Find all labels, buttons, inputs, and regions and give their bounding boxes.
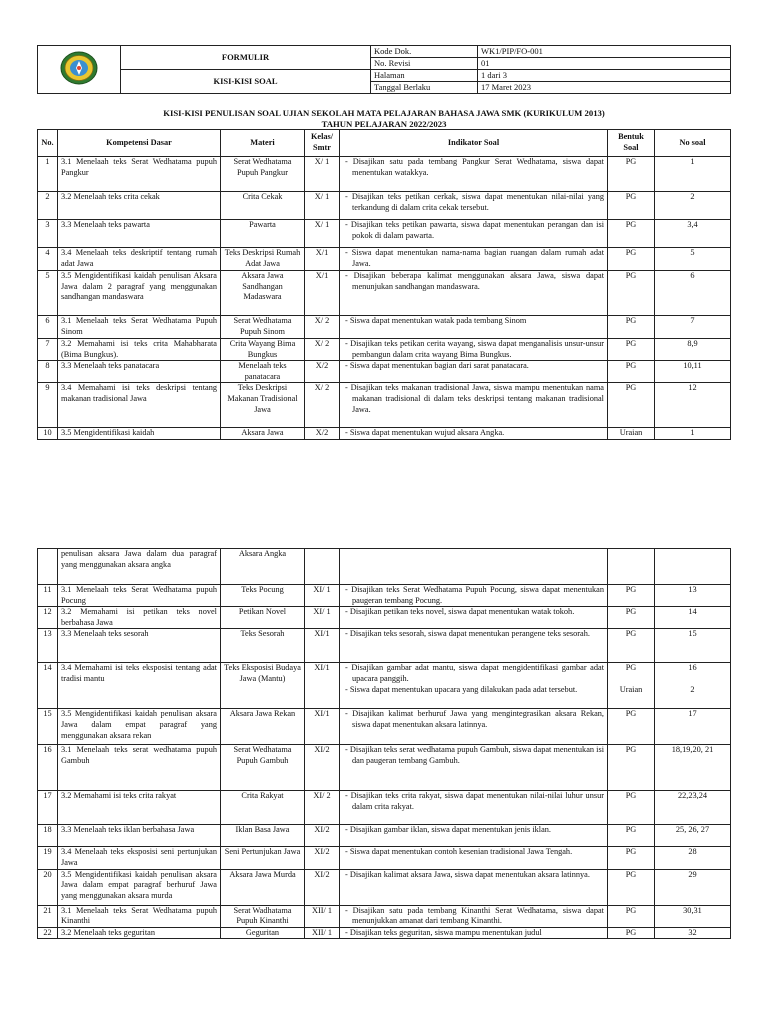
bentuk-value: Uraian xyxy=(619,428,643,438)
bentuk-value: PG xyxy=(625,271,637,280)
row-number: 4 xyxy=(38,248,58,271)
nomor-value: 2 xyxy=(690,684,695,694)
table-row xyxy=(38,248,731,271)
indikator-soal xyxy=(340,847,608,869)
meta-value: 1 dari 3 xyxy=(478,70,731,82)
kelas-semester: X/ 1 xyxy=(305,220,340,248)
kompetensi-dasar: 3.2 Memahami isi petikan teks novel berbahasa Jawa xyxy=(58,607,221,629)
indikator-soal xyxy=(340,549,608,585)
indikator-item: - Disajikan teks Serat Wedhatama Pupuh Pocung, siswa dapat menentukan paugeran tembang Pocung. xyxy=(345,585,604,605)
bentuk-value: PG xyxy=(625,709,637,719)
kompetensi-dasar: 3.2 Menelaah teks crita cekak xyxy=(58,192,221,220)
table-row xyxy=(38,549,731,585)
nomor-value: 10,11 xyxy=(683,361,702,371)
bentuk-soal xyxy=(608,192,655,220)
indikator-item: - Disajikan teks petikan pawarta, siswa dapat menentukan perangan dan isi pokok di dalam pawarta. xyxy=(345,220,604,240)
materi: Teks Deskripsi Makanan Tradisional Jawa xyxy=(221,383,305,428)
nomor-value: 30,31 xyxy=(683,905,702,915)
kompetensi-dasar: 3.1 Menelaah teks Serat Wedhatama pupuh Pocung xyxy=(58,585,221,607)
bentuk-value: PG xyxy=(625,339,637,348)
table-row xyxy=(38,339,731,361)
indikator-soal xyxy=(340,316,608,339)
table-row xyxy=(38,869,731,905)
nomor-soal xyxy=(655,629,731,663)
nomor-soal xyxy=(655,549,731,585)
kompetensi-dasar: 3.5 Mengidentifikasi kaidah penulisan Aksara Jawa dalam 2 paragraf yang menggunakan sandhangan mandaswara xyxy=(58,271,221,316)
nomor-soal xyxy=(655,339,731,361)
materi: Aksara Jawa Sandhangan Madaswara xyxy=(221,271,305,316)
bentuk-value: PG xyxy=(625,791,637,801)
indikator-soal xyxy=(340,745,608,791)
materi: Teks Deskripsi Rumah Adat Jawa xyxy=(221,248,305,271)
col-header-kompetensi: Kompetensi Dasar xyxy=(58,130,221,157)
indikator-item: - Siswa dapat menentukan nama-nama bagian ruangan dalam rumah adat Jawa. xyxy=(345,248,604,268)
kelas-semester: XI/2 xyxy=(305,847,340,869)
table-row xyxy=(38,745,731,791)
row-number: 1 xyxy=(38,157,58,192)
nomor-soal xyxy=(655,607,731,629)
indikator-item: - Disajikan beberapa kalimat menggunakan aksara Jawa, siswa dapat menunjukan sandhangan mandaswara. xyxy=(345,271,604,291)
nomor-soal xyxy=(655,745,731,791)
kompetensi-dasar: 3.4 Memahami isi teks eksposisi tentang adat tradisi mantu xyxy=(58,663,221,709)
indikator-soal xyxy=(340,383,608,428)
nomor-value: 28 xyxy=(688,847,697,857)
materi: Crita Cekak xyxy=(221,192,305,220)
indikator-item: - Siswa dapat menentukan upacara yang dilakukan pada adat tersebut. xyxy=(345,684,578,694)
nomor-soal xyxy=(655,825,731,847)
bentuk-value: PG xyxy=(625,383,637,393)
nomor-soal xyxy=(655,220,731,248)
bentuk-value: PG xyxy=(625,157,637,166)
indikator-soal xyxy=(340,791,608,825)
nomor-value: 15 xyxy=(688,629,697,639)
kelas-semester: XI/1 xyxy=(305,709,340,745)
meta-value: 01 xyxy=(478,58,731,70)
bentuk-value: PG xyxy=(625,607,637,617)
table-row xyxy=(38,271,731,316)
indikator-item: - Disajikan satu pada tembang Kinanthi Serat Wedhatama, siswa dapat menunjukkan amanat dari tembang Kinanthi. xyxy=(345,905,604,926)
nomor-value: 1 xyxy=(690,157,695,166)
indikator-soal xyxy=(340,825,608,847)
bentuk-value: PG xyxy=(625,927,637,937)
nomor-value: 22,23,24 xyxy=(677,791,708,801)
nomor-soal xyxy=(655,157,731,192)
nomor-soal xyxy=(655,847,731,869)
bentuk-value: PG xyxy=(625,248,637,257)
row-number: 18 xyxy=(38,825,58,847)
bentuk-value: Uraian xyxy=(619,684,643,694)
materi: Aksara Jawa Murda xyxy=(221,869,305,905)
indikator-item: - Siswa dapat menentukan watak pada tembang Sinom xyxy=(345,316,527,325)
meta-value: 17 Maret 2023 xyxy=(478,82,731,94)
nomor-value: 1 xyxy=(690,428,695,438)
materi: Crita Wayang Bima Bungkus xyxy=(221,339,305,361)
nomor-value: 12 xyxy=(688,383,697,393)
table-row xyxy=(38,585,731,607)
kompetensi-dasar: 3.3 Menelaah teks iklan berbahasa Jawa xyxy=(58,825,221,847)
row-number: 17 xyxy=(38,791,58,825)
meta-label: Kode Dok. xyxy=(371,46,478,58)
document-title xyxy=(37,108,731,129)
nomor-soal xyxy=(655,869,731,905)
row-number: 11 xyxy=(38,585,58,607)
nomor-value: 29 xyxy=(688,869,697,879)
indikator-item: - Disajikan teks geguritan, siswa mampu menentukan judul xyxy=(345,927,542,937)
kompetensi-dasar: 3.2 Menelaah teks geguritan xyxy=(58,927,221,939)
indikator-soal xyxy=(340,663,608,709)
kelas-semester: X/ 1 xyxy=(305,192,340,220)
kelas-semester: XI/1 xyxy=(305,629,340,663)
indikator-item: - Siswa dapat menentukan contoh kesenian tradisional Jawa Tengah. xyxy=(345,847,573,857)
kompetensi-dasar: 3.4 Menelaah teks eksposisi seni pertunjukan Jawa xyxy=(58,847,221,869)
materi: Aksara Angka xyxy=(221,549,305,585)
table-row xyxy=(38,607,731,629)
nomor-soal xyxy=(655,585,731,607)
col-header-kelas: Kelas/ Smtr xyxy=(305,130,340,157)
indikator-soal xyxy=(340,869,608,905)
nomor-value: 5 xyxy=(690,248,695,257)
nomor-value: 14 xyxy=(688,607,697,617)
bentuk-soal xyxy=(608,383,655,428)
indikator-item: - Disajikan petikan teks novel, siswa dapat menentukan watak tokoh. xyxy=(345,607,575,617)
bentuk-soal xyxy=(608,709,655,745)
kelas-semester: X/2 xyxy=(305,428,340,440)
table-header-row xyxy=(38,130,731,157)
materi: Serat Wadhatama Pupuh Kinanthi xyxy=(221,905,305,927)
bentuk-value: PG xyxy=(625,905,637,915)
materi: Pawarta xyxy=(221,220,305,248)
table-row xyxy=(38,220,731,248)
nomor-value: 25, 26, 27 xyxy=(675,825,710,835)
table-row xyxy=(38,663,731,709)
bentuk-soal xyxy=(608,927,655,939)
indikator-soal xyxy=(340,192,608,220)
title-line-1: KISI-KISI PENULISAN SOAL UJIAN SEKOLAH MATA PELAJARAN BAHASA JAWA SMK (KURIKULUM 2013) xyxy=(163,108,605,118)
bentuk-soal xyxy=(608,248,655,271)
materi: Menelaah teks panatacara xyxy=(221,361,305,383)
kelas-semester: X/2 xyxy=(305,361,340,383)
bentuk-soal xyxy=(608,905,655,927)
bentuk-soal xyxy=(608,607,655,629)
indikator-item: - Disajikan teks serat wedhatama pupuh Gambuh, siswa dapat menentukan isi dan paugeran tembang Gambuh. xyxy=(345,745,605,765)
row-number: 21 xyxy=(38,905,58,927)
row-number: 22 xyxy=(38,927,58,939)
nomor-soal xyxy=(655,361,731,383)
nomor-value: 6 xyxy=(690,271,695,280)
kelas-semester: X/ 2 xyxy=(305,383,340,428)
materi: Crita Rakyat xyxy=(221,791,305,825)
table-row xyxy=(38,629,731,663)
kelas-semester: X/ 2 xyxy=(305,316,340,339)
kompetensi-dasar: penulisan aksara Jawa dalam dua paragraf yang menggunakan aksara angka xyxy=(58,549,221,585)
indikator-item: - Disajikan kalimat aksara Jawa, siswa dapat menentukan aksara latinnya. xyxy=(345,869,590,879)
row-number: 7 xyxy=(38,339,58,361)
indikator-soal xyxy=(340,361,608,383)
row-number xyxy=(38,549,58,585)
kompetensi-dasar: 3.3 Menelaah teks pawarta xyxy=(58,220,221,248)
nomor-value: 16 xyxy=(688,663,697,673)
row-number: 14 xyxy=(38,663,58,709)
document-header xyxy=(37,45,731,94)
indikator-soal xyxy=(340,709,608,745)
materi: Serat Wedhatama Pupuh Gambuh xyxy=(221,745,305,791)
bentuk-soal xyxy=(608,549,655,585)
kompetensi-dasar: 3.1 Menelaah teks Serat Wedhatama Pupuh Sinom xyxy=(58,316,221,339)
nomor-value: 8,9 xyxy=(687,339,698,348)
materi: Iklan Basa Jawa xyxy=(221,825,305,847)
indikator-soal xyxy=(340,339,608,361)
table-row xyxy=(38,361,731,383)
nomor-soal xyxy=(655,192,731,220)
kelas-semester: XI/ 2 xyxy=(305,791,340,825)
nomor-soal xyxy=(655,271,731,316)
row-number: 3 xyxy=(38,220,58,248)
col-header-indikator: Indikator Soal xyxy=(340,130,608,157)
col-header-no: No. xyxy=(38,130,58,157)
bentuk-soal xyxy=(608,316,655,339)
materi: Aksara Jawa Rekan xyxy=(221,709,305,745)
kelas-semester: XI/2 xyxy=(305,869,340,905)
kelas-semester: XI/ 1 xyxy=(305,607,340,629)
bentuk-soal xyxy=(608,585,655,607)
nomor-soal xyxy=(655,709,731,745)
kelas-semester: XI/ 1 xyxy=(305,585,340,607)
bentuk-soal xyxy=(608,220,655,248)
nomor-soal xyxy=(655,927,731,939)
kompetensi-dasar: 3.5 Mengidentifikasi kaidah penulisan aksara Jawa dalam empat paragraf berhuruf Jawa yang menggunakan aksara murda xyxy=(58,869,221,905)
kompetensi-dasar: 3.2 Memahami isi teks crita rakyat xyxy=(58,791,221,825)
title-line-2: TAHUN PELAJARAN 2022/2023 xyxy=(321,118,447,129)
nomor-value: 13 xyxy=(688,585,697,594)
row-number: 2 xyxy=(38,192,58,220)
row-number: 12 xyxy=(38,607,58,629)
table-row xyxy=(38,316,731,339)
kompetensi-dasar: 3.4 Menelaah teks deskriptif tentang rumah adat Jawa xyxy=(58,248,221,271)
bentuk-soal xyxy=(608,361,655,383)
kelas-semester: XII/ 1 xyxy=(305,905,340,927)
materi: Teks Pocung xyxy=(221,585,305,607)
nomor-value: 17 xyxy=(688,709,697,719)
row-number: 15 xyxy=(38,709,58,745)
indikator-soal xyxy=(340,905,608,927)
bentuk-soal xyxy=(608,428,655,440)
indikator-item: - Siswa dapat menentukan bagian dari sarat panatacara. xyxy=(345,361,529,371)
nomor-value: 32 xyxy=(688,927,697,937)
kompetensi-dasar: 3.2 Memahami isi teks crita Mahabharata (Bima Bungkus). xyxy=(58,339,221,361)
indikator-item: - Siswa dapat menentukan wujud aksara Angka. xyxy=(345,428,505,438)
kompetensi-dasar: 3.4 Memahami isi teks deskripsi tentang makanan tradisional Jawa xyxy=(58,383,221,428)
bentuk-value: PG xyxy=(625,316,637,325)
table-row xyxy=(38,192,731,220)
table-row xyxy=(38,927,731,939)
bentuk-soal xyxy=(608,271,655,316)
nomor-value: 7 xyxy=(690,316,695,325)
materi: Petikan Novel xyxy=(221,607,305,629)
bentuk-soal xyxy=(608,869,655,905)
school-seal-icon xyxy=(59,50,99,86)
indikator-soal xyxy=(340,927,608,939)
nomor-soal xyxy=(655,248,731,271)
row-number: 8 xyxy=(38,361,58,383)
kisi-table-page-2 xyxy=(37,548,731,939)
table-row xyxy=(38,791,731,825)
bentuk-soal xyxy=(608,847,655,869)
materi: Seni Pertunjukan Jawa xyxy=(221,847,305,869)
indikator-soal xyxy=(340,629,608,663)
indikator-soal xyxy=(340,428,608,440)
bentuk-value: PG xyxy=(625,869,637,879)
nomor-soal xyxy=(655,428,731,440)
col-header-nosoal: No soal xyxy=(655,130,731,157)
bentuk-value: PG xyxy=(625,585,637,594)
kelas-semester xyxy=(305,549,340,585)
kompetensi-dasar: 3.3 Menelaah teks sesorah xyxy=(58,629,221,663)
row-number: 6 xyxy=(38,316,58,339)
nomor-value: 18,19,20, 21 xyxy=(671,745,714,755)
bentuk-value: PG xyxy=(625,192,637,201)
materi: Teks Eksposisi Budaya Jawa (Mantu) xyxy=(221,663,305,709)
kelas-semester: XI/2 xyxy=(305,825,340,847)
kelas-semester: X/ 1 xyxy=(305,157,340,192)
bentuk-value: PG xyxy=(625,663,637,673)
indikator-soal xyxy=(340,248,608,271)
table-row xyxy=(38,157,731,192)
kelas-semester: X/1 xyxy=(305,271,340,316)
materi: Serat Wedhatama Pupuh Pangkur xyxy=(221,157,305,192)
meta-label: No. Revisi xyxy=(371,58,478,70)
indikator-soal xyxy=(340,157,608,192)
nomor-soal xyxy=(655,791,731,825)
indikator-soal xyxy=(340,271,608,316)
bentuk-value: PG xyxy=(625,629,637,639)
bentuk-soal xyxy=(608,663,655,709)
kelas-semester: X/1 xyxy=(305,248,340,271)
bentuk-value: PG xyxy=(625,361,637,371)
formulir-label: FORMULIR xyxy=(121,46,371,70)
table-row xyxy=(38,905,731,927)
bentuk-value: PG xyxy=(625,745,637,755)
col-header-bentuk: Bentuk Soal xyxy=(608,130,655,157)
bentuk-value: PG xyxy=(625,220,637,229)
row-number: 20 xyxy=(38,869,58,905)
nomor-soal xyxy=(655,905,731,927)
row-number: 5 xyxy=(38,271,58,316)
table-row xyxy=(38,383,731,428)
kompetensi-dasar: 3.5 Mengidentifikasi kaidah penulisan aksara Jawa dalam empat paragraf yang menggunakan aksara rekan xyxy=(58,709,221,745)
kisi-table-page-1 xyxy=(37,129,731,440)
indikator-item: - Disajikan teks petikan cerkak, siswa dapat menentukan nilai-nilai yang terkandung di dalam crita cekak tersebut. xyxy=(345,192,604,212)
nomor-value: 2 xyxy=(690,192,695,201)
nomor-soal xyxy=(655,663,731,709)
school-logo xyxy=(38,46,121,94)
nomor-value: 3,4 xyxy=(687,220,698,229)
kelas-semester: XII/ 1 xyxy=(305,927,340,939)
kompetensi-dasar: 3.1 Menelaah teks Serat Wedhatama pupuh Pangkur xyxy=(58,157,221,192)
bentuk-soal xyxy=(608,339,655,361)
row-number: 10 xyxy=(38,428,58,440)
indikator-soal xyxy=(340,585,608,607)
materi: Serat Wedhatama Pupuh Sinom xyxy=(221,316,305,339)
materi: Aksara Jawa xyxy=(221,428,305,440)
table-row xyxy=(38,709,731,745)
indikator-item: - Disajikan teks crita rakyat, siswa dapat menentukan nilai-nilai luhur unsur dalam crita rakyat. xyxy=(345,791,604,811)
kompetensi-dasar: 3.5 Mengidentifikasi kaidah xyxy=(58,428,221,440)
nomor-soal xyxy=(655,316,731,339)
kompetensi-dasar: 3.1 Menelaah teks serat wedhatama pupuh Gambuh xyxy=(58,745,221,791)
doc-title: KISI-KISI SOAL xyxy=(121,70,371,94)
bentuk-soal xyxy=(608,745,655,791)
indikator-item: - Disajikan gambar adat mantu, siswa dapat mengidentifikasi gambar adat upacara panggih. xyxy=(345,663,604,683)
kelas-semester: X/ 2 xyxy=(305,339,340,361)
row-number: 9 xyxy=(38,383,58,428)
meta-label: Tanggal Berlaku xyxy=(371,82,478,94)
row-number: 16 xyxy=(38,745,58,791)
kompetensi-dasar: 3.1 Menelaah teks Serat Wedhatama pupuh Kinanthi xyxy=(58,905,221,927)
indikator-soal xyxy=(340,607,608,629)
materi: Geguritan xyxy=(221,927,305,939)
materi: Teks Sesorah xyxy=(221,629,305,663)
table-row xyxy=(38,847,731,869)
indikator-item: - Disajikan gambar iklan, siswa dapat menentukan jenis iklan. xyxy=(345,825,551,835)
indikator-item: - Disajikan teks petikan cerita wayang, siswa dapat menganalisis unsur-unsur pembangun dalam crita wayang Bima Bungkus. xyxy=(345,339,605,359)
nomor-soal xyxy=(655,383,731,428)
row-number: 19 xyxy=(38,847,58,869)
bentuk-soal xyxy=(608,629,655,663)
indikator-item: - Disajikan satu pada tembang Pangkur Serat Wedhatama, siswa dapat menentukan watakkya. xyxy=(345,157,604,177)
kelas-semester: XI/1 xyxy=(305,663,340,709)
indikator-item: - Disajikan kalimat berhuruf Jawa yang mengintegrasikan aksara Rekan, siswa dapat menentukan aksara latinnya. xyxy=(345,709,604,729)
indikator-item: - Disajikan teks sesorah, siswa dapat menentukan perangene teks sesorah. xyxy=(345,629,590,639)
bentuk-value: PG xyxy=(625,847,637,857)
row-number: 13 xyxy=(38,629,58,663)
kompetensi-dasar: 3.3 Menelaah teks panatacara xyxy=(58,361,221,383)
col-header-materi: Materi xyxy=(221,130,305,157)
meta-label: Halaman xyxy=(371,70,478,82)
bentuk-soal xyxy=(608,157,655,192)
meta-value: WK1/PIP/FO-001 xyxy=(478,46,731,58)
table-row xyxy=(38,825,731,847)
indikator-soal xyxy=(340,220,608,248)
indikator-item: - Disajikan teks makanan tradisional Jawa, siswa mampu menentukan nama makanan tradisional di dalam teks deskripsi tentang makanan tradisional Jawa. xyxy=(345,383,604,414)
bentuk-soal xyxy=(608,825,655,847)
bentuk-value: PG xyxy=(625,825,637,835)
table-row xyxy=(38,428,731,440)
kelas-semester: XI/2 xyxy=(305,745,340,791)
bentuk-soal xyxy=(608,791,655,825)
